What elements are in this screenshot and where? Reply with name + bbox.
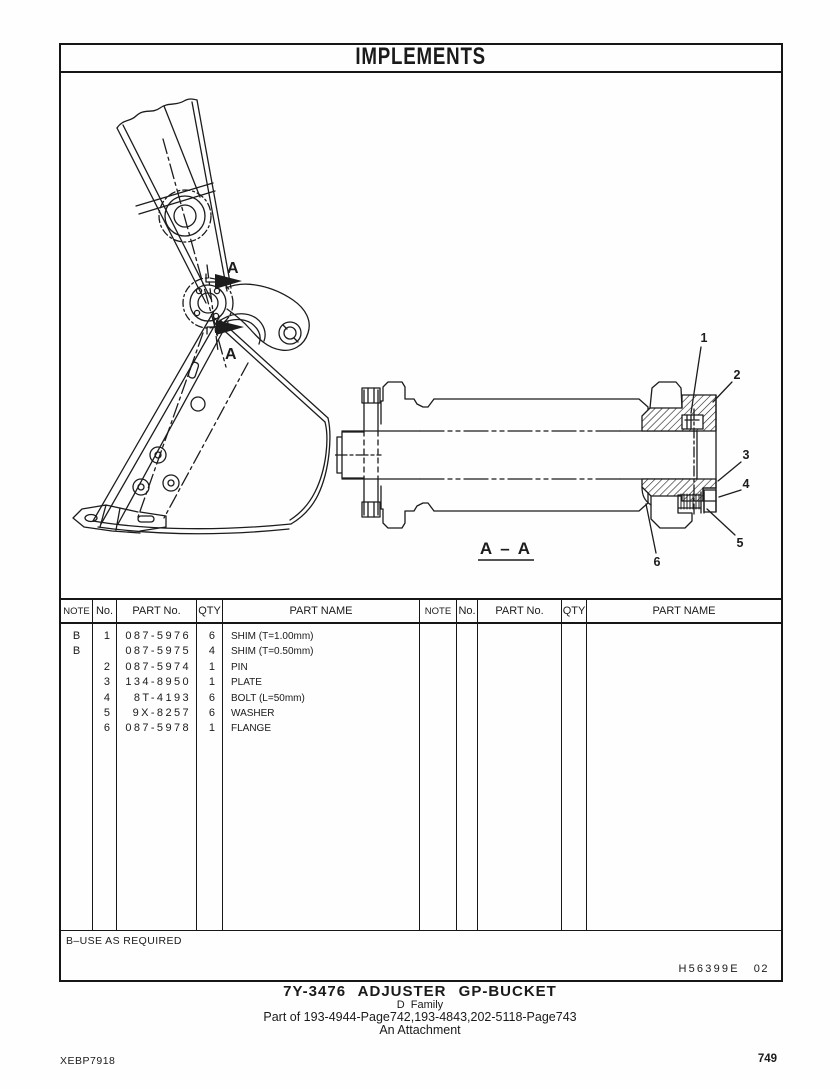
col-header-part-no-2: PART No. [478,600,562,622]
part-of-reference: Part of 193-4944-Page742,193-4843,202-5118-Page743 [263,1010,577,1024]
note-column [61,624,93,930]
doc-code: XEBP7918 [60,1055,116,1067]
arm-right-edge [197,100,231,288]
arm-boss-inner [174,205,196,227]
arm-inner-line [164,106,200,197]
cell-note: B [72,645,81,658]
col-header-note-2: NOTE [420,600,457,622]
cell-qty: 1 [208,660,215,673]
cell-part-name: FLANGE [231,723,272,735]
bucket-section-line-1 [164,363,248,518]
bucket-hole [191,397,205,411]
note-column-2 [420,624,457,930]
drawing-ref-code: H56399E [678,963,740,975]
link-hole-inner [284,327,296,339]
callout-2: 2 [733,368,741,382]
cell-note [61,660,92,675]
callout-3: 3 [742,448,750,462]
boss-bolt-hole [194,310,199,315]
cell-part-name: SHIM (T=1.00mm) [231,631,314,642]
bucket-hole-dot [138,484,144,490]
col-header-qty-2: QTY [562,600,587,622]
col-header-no-2: No. [457,600,478,622]
leader-2 [713,382,732,402]
col-header-no: No. [93,600,117,622]
cell-no: 5 [103,706,110,719]
flange-hatch-upper [642,395,716,431]
keeper-bolt-bottom [362,502,380,517]
callout-6: 6 [653,555,661,569]
cell-no: 2 [103,660,110,673]
keeper-plate-left [364,390,378,515]
cell-no: 4 [103,691,110,704]
page-header [59,43,783,73]
cell-no: 3 [103,676,110,689]
wear-slot [138,516,154,522]
cell-qty: 4 [208,645,215,658]
family-label: D Family [396,999,444,1011]
callout-5: 5 [736,536,744,550]
bucket-teeth [73,505,166,533]
leader-4 [719,490,741,497]
cell-part-no: 8T-4193 [133,691,191,704]
cell-no: 6 [103,722,110,735]
cell-qty: 1 [208,676,215,689]
cell-part-name: BOLT (L=50mm) [231,692,305,704]
page-title: IMPLEMENTS [355,43,487,70]
qty-column-2 [562,624,587,930]
cell-part-name: WASHER [231,707,275,719]
leader-3 [718,462,741,481]
cell-qty: 1 [208,722,215,735]
cell-note: B [72,630,81,642]
face-slot [188,361,200,378]
bucket-front-edge [93,311,228,524]
cell-note [61,691,92,706]
callout-1: 1 [700,331,708,345]
cell-qty: 6 [208,706,215,719]
part-name-column-2 [587,624,781,930]
cell-part-name: PIN [231,661,248,673]
use-as-required-note: B–USE AS REQUIRED [66,935,182,947]
arm-break-line [117,99,197,128]
bolt-threads [681,494,699,509]
parts-table [59,598,783,982]
cell-part-no: 134-8950 [125,676,191,689]
keeper-bolt-top-facets [368,388,374,403]
flange-upper-lobe [650,382,682,408]
section-a-a-drawing [335,325,780,597]
keeper-bolt-top [362,388,380,403]
part-no-column-2 [478,624,562,930]
left-bracket-lower [381,486,434,528]
cell-qty: 6 [208,630,215,642]
no-column-2 [457,624,478,930]
bucket-hole-dot [168,480,174,486]
cell-note [61,706,92,721]
boss-bolt-hole [214,288,219,293]
part-name-column [223,624,420,930]
sleeve-top [434,399,648,431]
cell-note [61,721,92,736]
attachment-label: An Attachment [379,1023,461,1037]
part-group-title: 7Y-3476 ADJUSTER GP-BUCKET [283,983,557,1000]
table-body [61,624,781,930]
bucket-back-curve [290,418,330,524]
col-header-part-no: PART No. [117,600,197,622]
no-column [93,624,117,930]
sleeve-bottom [434,479,648,511]
cell-part-no: 087-5974 [125,660,191,673]
cell-part-no: 087-5976 [125,630,191,642]
cell-part-no: 087-5975 [125,645,191,658]
table-header-row [61,600,781,624]
arm-left-edge [117,128,206,303]
drawing-ref-revision: 02 [753,963,769,975]
table-note-row [61,930,781,981]
cell-no: 1 [103,630,110,642]
col-header-part-name-2: PART NAME [652,605,716,617]
shim-slot [682,415,703,429]
page-footer [0,983,840,1036]
left-bracket-upper [381,382,434,424]
cell-note [61,675,92,690]
cell-part-name: PLATE [231,677,262,689]
arm-boss-outer [165,196,205,236]
link-hole-outer [279,322,301,344]
section-arrow-bottom-label: A [225,346,237,363]
bucket-hole [163,475,179,491]
col-header-qty: QTY [197,600,223,622]
cell-part-no: 9X-8257 [132,706,191,719]
col-header-part-name: PART NAME [223,600,420,622]
leader-5 [707,509,735,535]
drawing-reference [678,963,769,975]
bucket-back-edge [217,320,328,422]
callout-4: 4 [742,477,750,491]
section-arrow-top-label: A [227,260,239,277]
cell-part-name: SHIM (T=0.50mm) [231,646,314,658]
cell-qty: 6 [208,691,215,704]
bucket-linkage-drawing [60,75,345,595]
qty-column [197,624,223,930]
keeper-bolt-bottom-facets [368,502,374,517]
section-label: A – A [479,539,533,558]
arm-boss-dashed [159,190,211,242]
cell-part-no: 087-5978 [125,722,191,735]
col-header-note: NOTE [61,600,93,622]
cell-no [93,644,116,659]
page-number: 749 [757,1053,777,1065]
part-no-column [117,624,197,930]
section-arrow-bottom [216,320,244,335]
